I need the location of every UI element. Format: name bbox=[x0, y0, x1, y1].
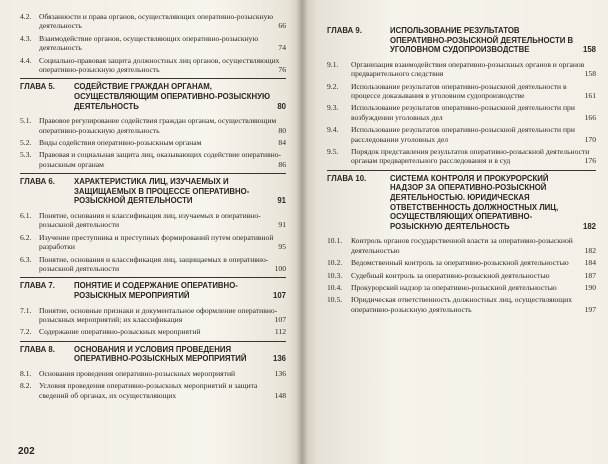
section-title: Ведомственный контроль за оперативно-розыскной деятельностью bbox=[351, 258, 569, 268]
section-number: 4.2. bbox=[20, 12, 32, 21]
chapter-page: 80 bbox=[277, 101, 286, 111]
section-page: 197 bbox=[584, 304, 596, 314]
section-number: 6.3. bbox=[20, 254, 32, 264]
chapter-title: ХАРАКТЕРИСТИКА ЛИЦ, ИЗУЧАЕМЫХ И ЗАЩИЩАЕМЫХ В ПРОЦЕССЕ ОПЕРАТИВНО-РОЗЫСКНОЙ ДЕЯТЕЛЬНОСТИ bbox=[74, 177, 250, 206]
section-title: Прокурорский надзор за оперативно-розыскной деятельностью bbox=[351, 283, 557, 293]
section-page: 166 bbox=[584, 112, 596, 122]
section-number: 6.2. bbox=[20, 232, 32, 242]
chapter-title: СИСТЕМА КОНТРОЛЯ И ПРОКУРОРСКИЙ НАДЗОР ЗА ОПЕРАТИВНО-РОЗЫСКНОЙ ДЕЯТЕЛЬНОСТЬЮ. ЮРИДИЧЕСКАЯ ОТВЕТСТВЕННОСТЬ ДОЛЖНОСТНЫХ ЛИЦ, ОСУЩЕСТВЛЯЮЩИХ ОПЕРАТИВНО-РОЗЫСКНУЮ ДЕЯТЕЛЬНОСТЬ bbox=[390, 173, 559, 231]
section-number: 9.1. bbox=[327, 59, 339, 69]
toc-entry bbox=[20, 150, 286, 169]
section-page: 100 bbox=[274, 264, 286, 274]
chapter-label: ГЛАВА 9. bbox=[327, 26, 362, 35]
chapter-heading bbox=[20, 345, 286, 364]
book-gutter bbox=[296, 0, 308, 464]
section-title: Использование результатов оперативно-розыскной деятельности при расследовании уголовных дел bbox=[351, 125, 575, 144]
chapter-heading bbox=[20, 177, 286, 206]
section-page: 148 bbox=[274, 390, 286, 400]
section-title: Понятие, основные признаки и документальное оформление оперативно-розыскных мероприятий; их классификация bbox=[39, 305, 278, 325]
section-page: 80 bbox=[278, 125, 286, 135]
section-number: 4.3. bbox=[20, 33, 32, 43]
chapter-page: 91 bbox=[277, 196, 286, 206]
section-page: 95 bbox=[278, 242, 286, 252]
section-title: Изучение преступника и преступных формирований путем оперативной разработки bbox=[39, 232, 274, 252]
section-title: Социально-правовая защита должностных лиц органов, осуществляющих оперативно-розыскную деятельность bbox=[39, 55, 280, 75]
left-page bbox=[0, 0, 302, 464]
section-page: 170 bbox=[584, 134, 596, 144]
section-title: Порядок представления результатов оперативно-розыскной деятельности органам предварительного расследования и в суд bbox=[351, 147, 590, 166]
toc-entry bbox=[20, 12, 286, 31]
toc-entry bbox=[20, 306, 286, 325]
section-title: Использование результатов оперативно-розыскной деятельности в процессе доказывания в уголовном судопроизводстве bbox=[351, 81, 567, 100]
right-page bbox=[302, 0, 608, 464]
chapter-divider bbox=[20, 341, 286, 342]
section-number: 9.5. bbox=[327, 147, 339, 157]
chapter-page: 107 bbox=[272, 291, 286, 301]
section-title: Условия проведения оперативно-розыскных мероприятий и защита сведений об органах, их осуществляющих bbox=[39, 381, 258, 400]
section-number: 5.3. bbox=[20, 150, 32, 160]
section-page: 74 bbox=[278, 43, 286, 53]
section-number: 10.4. bbox=[327, 283, 343, 293]
section-title: Организация взаимодействия оперативно-розыскных органов и органов предварительного следствия bbox=[351, 59, 585, 79]
section-title: Юридическая ответственность должностных лиц, осуществляющих оперативно-розыскную деятельность bbox=[351, 295, 572, 314]
section-number: 4.4. bbox=[20, 55, 32, 65]
toc-entry bbox=[327, 103, 596, 122]
chapter-label: ГЛАВА 10. bbox=[327, 173, 367, 183]
chapter-title: СОДЕЙСТВИЕ ГРАЖДАН ОРГАНАМ, ОСУЩЕСТВЛЯЮЩИМ ОПЕРАТИВНО-РОЗЫСКНУЮ ДЕЯТЕЛЬНОСТЬ bbox=[74, 82, 271, 111]
section-number: 7.2. bbox=[20, 327, 32, 337]
section-page: 184 bbox=[584, 258, 596, 268]
toc-entry bbox=[20, 327, 286, 336]
toc-entry bbox=[327, 271, 596, 280]
section-number: 7.1. bbox=[20, 305, 32, 315]
section-page: 84 bbox=[278, 138, 286, 148]
chapter-divider bbox=[20, 173, 286, 174]
toc-entry bbox=[20, 233, 286, 252]
section-number: 6.1. bbox=[20, 211, 32, 221]
chapter-page: 182 bbox=[582, 221, 596, 231]
chapter-divider bbox=[327, 170, 596, 171]
chapter-heading bbox=[20, 281, 286, 300]
chapter-title: ПОНЯТИЕ И СОДЕРЖАНИЕ ОПЕРАТИВНО-РОЗЫСКНЫХ МЕРОПРИЯТИЙ bbox=[74, 281, 238, 301]
section-page: 66 bbox=[278, 21, 286, 31]
chapter-title: ИСПОЛЬЗОВАНИЕ РЕЗУЛЬТАТОВ ОПЕРАТИВНО-РОЗЫСКНОЙ ДЕЯТЕЛЬНОСТИ В УГОЛОВНОМ СУДОПРОИЗВОДСТВЕ bbox=[390, 26, 574, 55]
section-page: 182 bbox=[584, 245, 596, 255]
section-page: 91 bbox=[278, 220, 286, 230]
section-title: Понятие, основания и классификация лиц, защищаемых в оперативно-розыскной деятельности bbox=[39, 254, 269, 274]
section-page: 107 bbox=[274, 315, 286, 325]
chapter-heading bbox=[327, 174, 596, 232]
chapter-page: 136 bbox=[272, 354, 286, 364]
toc-entry bbox=[20, 116, 286, 135]
section-number: 9.3. bbox=[327, 103, 339, 113]
section-title: Судебный контроль за оперативно-розыскной деятельностью bbox=[351, 270, 550, 280]
section-number: 10.5. bbox=[327, 295, 343, 305]
chapter-label: ГЛАВА 6. bbox=[20, 177, 55, 187]
chapter-heading bbox=[20, 82, 286, 111]
chapter-label: ГЛАВА 5. bbox=[20, 82, 55, 92]
section-title: Правовая и социальная защита лиц, оказывающих содействие оперативно-розыскным органам bbox=[39, 150, 282, 169]
toc-entry bbox=[327, 258, 596, 267]
left-toc bbox=[20, 12, 286, 403]
page-number: 202 bbox=[18, 446, 35, 457]
section-title: Контроль органов государственной власти за оперативно-розыскной деятельностью bbox=[351, 236, 573, 255]
toc-entry bbox=[327, 295, 596, 314]
chapter-title: ОСНОВАНИЯ И УСЛОВИЯ ПРОВЕДЕНИЯ ОПЕРАТИВНО-РОЗЫСКНЫХ МЕРОПРИЯТИЙ bbox=[74, 344, 247, 364]
chapter-heading bbox=[327, 26, 596, 55]
section-page: 76 bbox=[278, 65, 286, 75]
chapter-divider bbox=[20, 78, 286, 79]
toc-entry bbox=[20, 211, 286, 230]
section-number: 10.1. bbox=[327, 236, 343, 246]
section-page: 158 bbox=[584, 69, 596, 79]
section-number: 9.4. bbox=[327, 125, 339, 135]
toc-entry bbox=[327, 60, 596, 79]
section-number: 5.2. bbox=[20, 138, 32, 148]
section-page: 136 bbox=[274, 369, 286, 379]
section-page: 187 bbox=[584, 270, 596, 280]
section-page: 161 bbox=[584, 91, 596, 100]
section-number: 8.1. bbox=[20, 369, 32, 379]
section-title: Содержание оперативно-розыскных мероприятий bbox=[39, 327, 201, 337]
toc-entry bbox=[327, 236, 596, 255]
section-title: Обязанности и права органов, осуществляющих оперативно-розыскную деятельность bbox=[39, 12, 274, 31]
chapter-page: 158 bbox=[582, 45, 596, 55]
toc-entry bbox=[327, 283, 596, 292]
section-page: 176 bbox=[584, 156, 596, 166]
toc-entry bbox=[20, 56, 286, 75]
toc-entry bbox=[20, 381, 286, 400]
toc-entry bbox=[20, 34, 286, 53]
chapter-divider bbox=[20, 277, 286, 278]
toc-entry bbox=[327, 125, 596, 144]
section-title: Понятие, основания и классификация лиц, изучаемых в оперативно-розыскной деятельности bbox=[39, 211, 261, 230]
right-toc bbox=[327, 23, 596, 317]
chapter-label: ГЛАВА 7. bbox=[20, 281, 55, 291]
section-title: Основания проведения оперативно-розыскных мероприятий bbox=[39, 369, 236, 379]
section-page: 86 bbox=[278, 159, 286, 169]
section-number: 5.1. bbox=[20, 116, 32, 126]
section-page: 190 bbox=[584, 283, 596, 293]
section-number: 8.2. bbox=[20, 381, 32, 391]
toc-entry bbox=[20, 138, 286, 147]
toc-entry bbox=[20, 255, 286, 274]
section-title: Взаимодействие органов, осуществляющих оперативно-розыскную деятельность bbox=[39, 33, 259, 53]
chapter-label: ГЛАВА 8. bbox=[20, 344, 55, 354]
section-page: 112 bbox=[274, 327, 286, 337]
section-title: Правовое регулирование содействия граждан органам, осуществляющим оперативно-розыскную деятельность bbox=[39, 116, 277, 135]
section-title: Использование результатов оперативно-розыскной деятельности при возбуждении уголовных дел bbox=[351, 103, 575, 122]
section-number: 9.2. bbox=[327, 81, 339, 91]
section-number: 10.3. bbox=[327, 270, 343, 280]
section-number: 10.2. bbox=[327, 258, 343, 268]
section-title: Виды содействия оперативно-розыскным органам bbox=[39, 138, 202, 148]
toc-entry bbox=[327, 82, 596, 101]
toc-entry bbox=[20, 369, 286, 378]
toc-entry bbox=[327, 147, 596, 166]
